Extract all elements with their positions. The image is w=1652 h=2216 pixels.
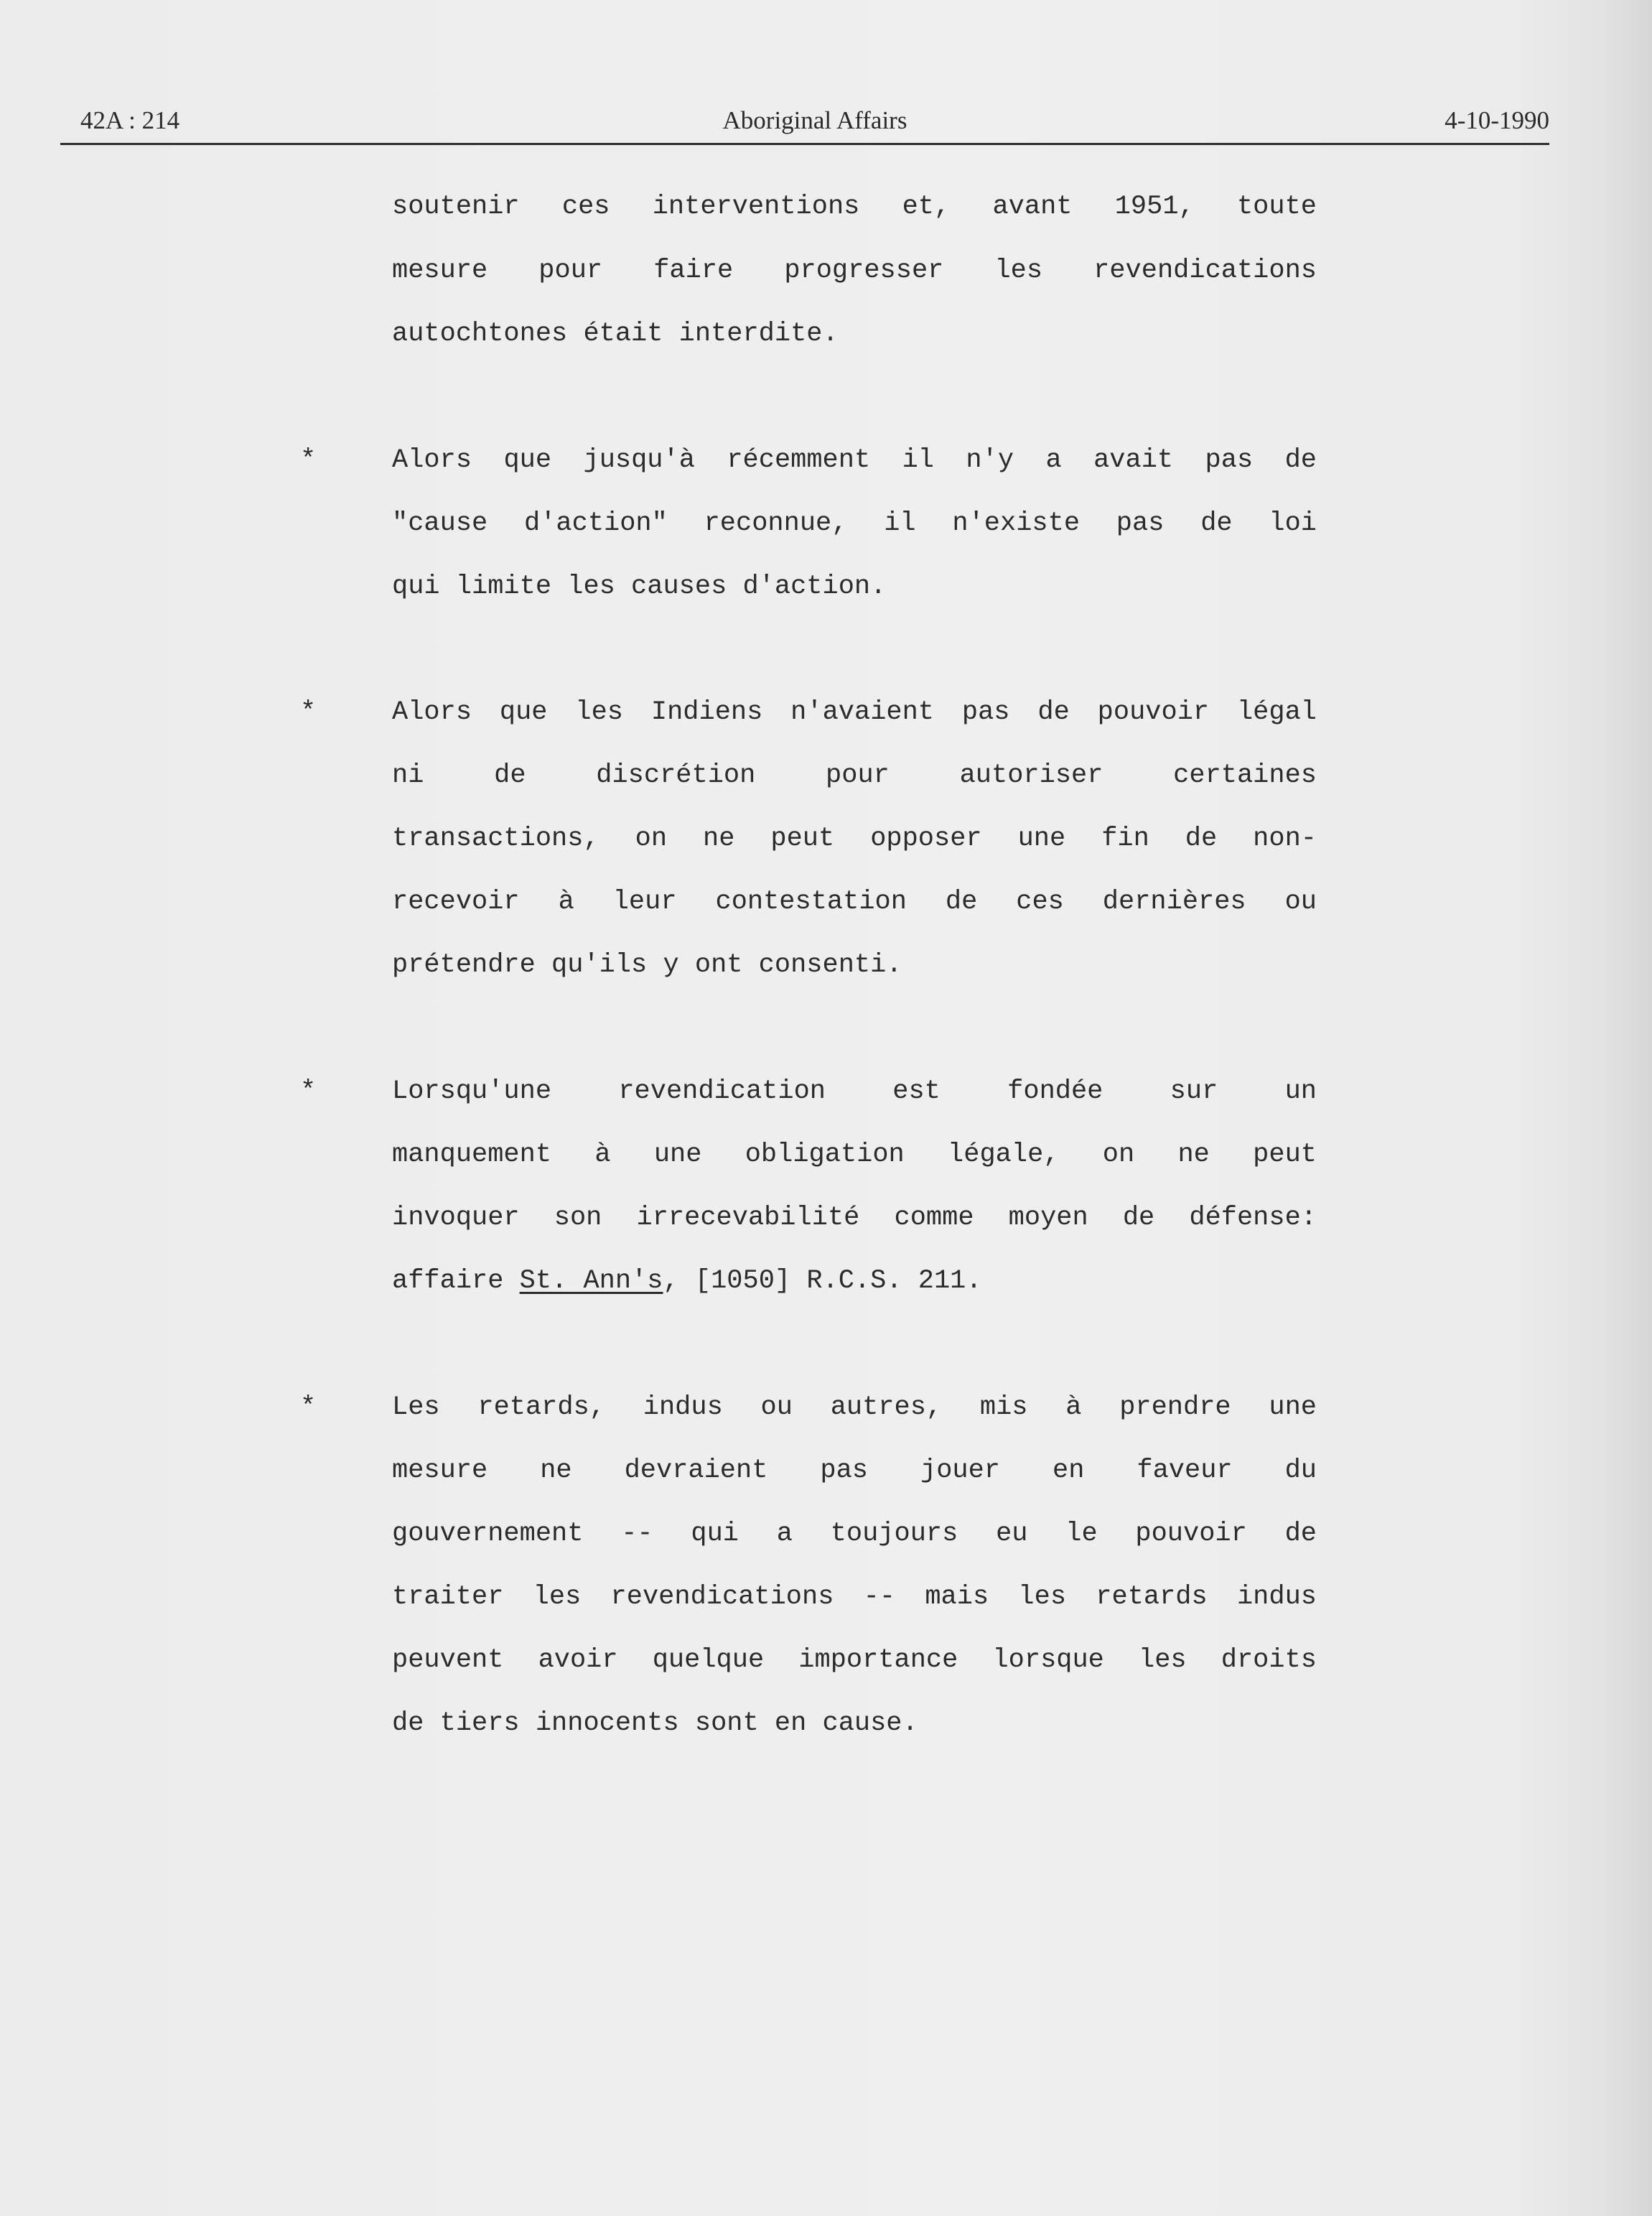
bullet-marker: * xyxy=(300,1076,317,1107)
body-line: ni de discrétion pour autoriser certaines xyxy=(392,760,1317,791)
body-line: recevoir à leur contestation de ces dernières ou xyxy=(392,887,1317,917)
bullet-marker: * xyxy=(300,697,317,727)
body-line: gouvernement -- qui a toujours eu le pouvoir de xyxy=(392,1519,1317,1549)
body-line: qui limite les causes d'action. xyxy=(392,572,887,602)
body-line: soutenir ces interventions et, avant 1951, toute xyxy=(392,192,1317,222)
body-line: prétendre qu'ils y ont consenti. xyxy=(392,950,902,980)
body-line: manquement à une obligation légale, on ne peut xyxy=(392,1140,1317,1170)
bullet-marker: * xyxy=(300,1392,317,1423)
body-line: mesure pour faire progresser les revendications xyxy=(392,256,1317,286)
body-line: autochtones était interdite. xyxy=(392,319,839,349)
body-line: "cause d'action" reconnue, il n'existe pas de loi xyxy=(392,508,1317,539)
case-citation-line xyxy=(392,1263,1317,1299)
case-suffix: , [1050] R.C.S. 211. xyxy=(663,1266,982,1296)
header-title: Aboriginal Affairs xyxy=(722,106,907,134)
body-line: invoquer son irrecevabilité comme moyen de défense: xyxy=(392,1203,1317,1233)
header-page-number: 42A : 214 xyxy=(80,106,180,134)
body-line: peuvent avoir quelque importance lorsque les droits xyxy=(392,1645,1317,1675)
body-line: Alors que jusqu'à récemment il n'y a avait pas de xyxy=(392,445,1317,475)
body-line: Lorsqu'une revendication est fondée sur un xyxy=(392,1076,1317,1107)
body-line: traiter les revendications -- mais les retards indus xyxy=(392,1582,1317,1612)
body-line: Les retards, indus ou autres, mis à prendre une xyxy=(392,1392,1317,1423)
body-line: de tiers innocents sont en cause. xyxy=(392,1708,918,1738)
body-line: transactions, on ne peut opposer une fin de non- xyxy=(392,824,1317,854)
bullet-marker: * xyxy=(300,445,317,475)
case-name: St. Ann's xyxy=(519,1266,663,1296)
body-line: Alors que les Indiens n'avaient pas de pouvoir légal xyxy=(392,697,1317,727)
body-line: mesure ne devraient pas jouer en faveur du xyxy=(392,1456,1317,1486)
header-date: 4-10-1990 xyxy=(1445,106,1549,134)
case-prefix: affaire xyxy=(392,1266,520,1296)
